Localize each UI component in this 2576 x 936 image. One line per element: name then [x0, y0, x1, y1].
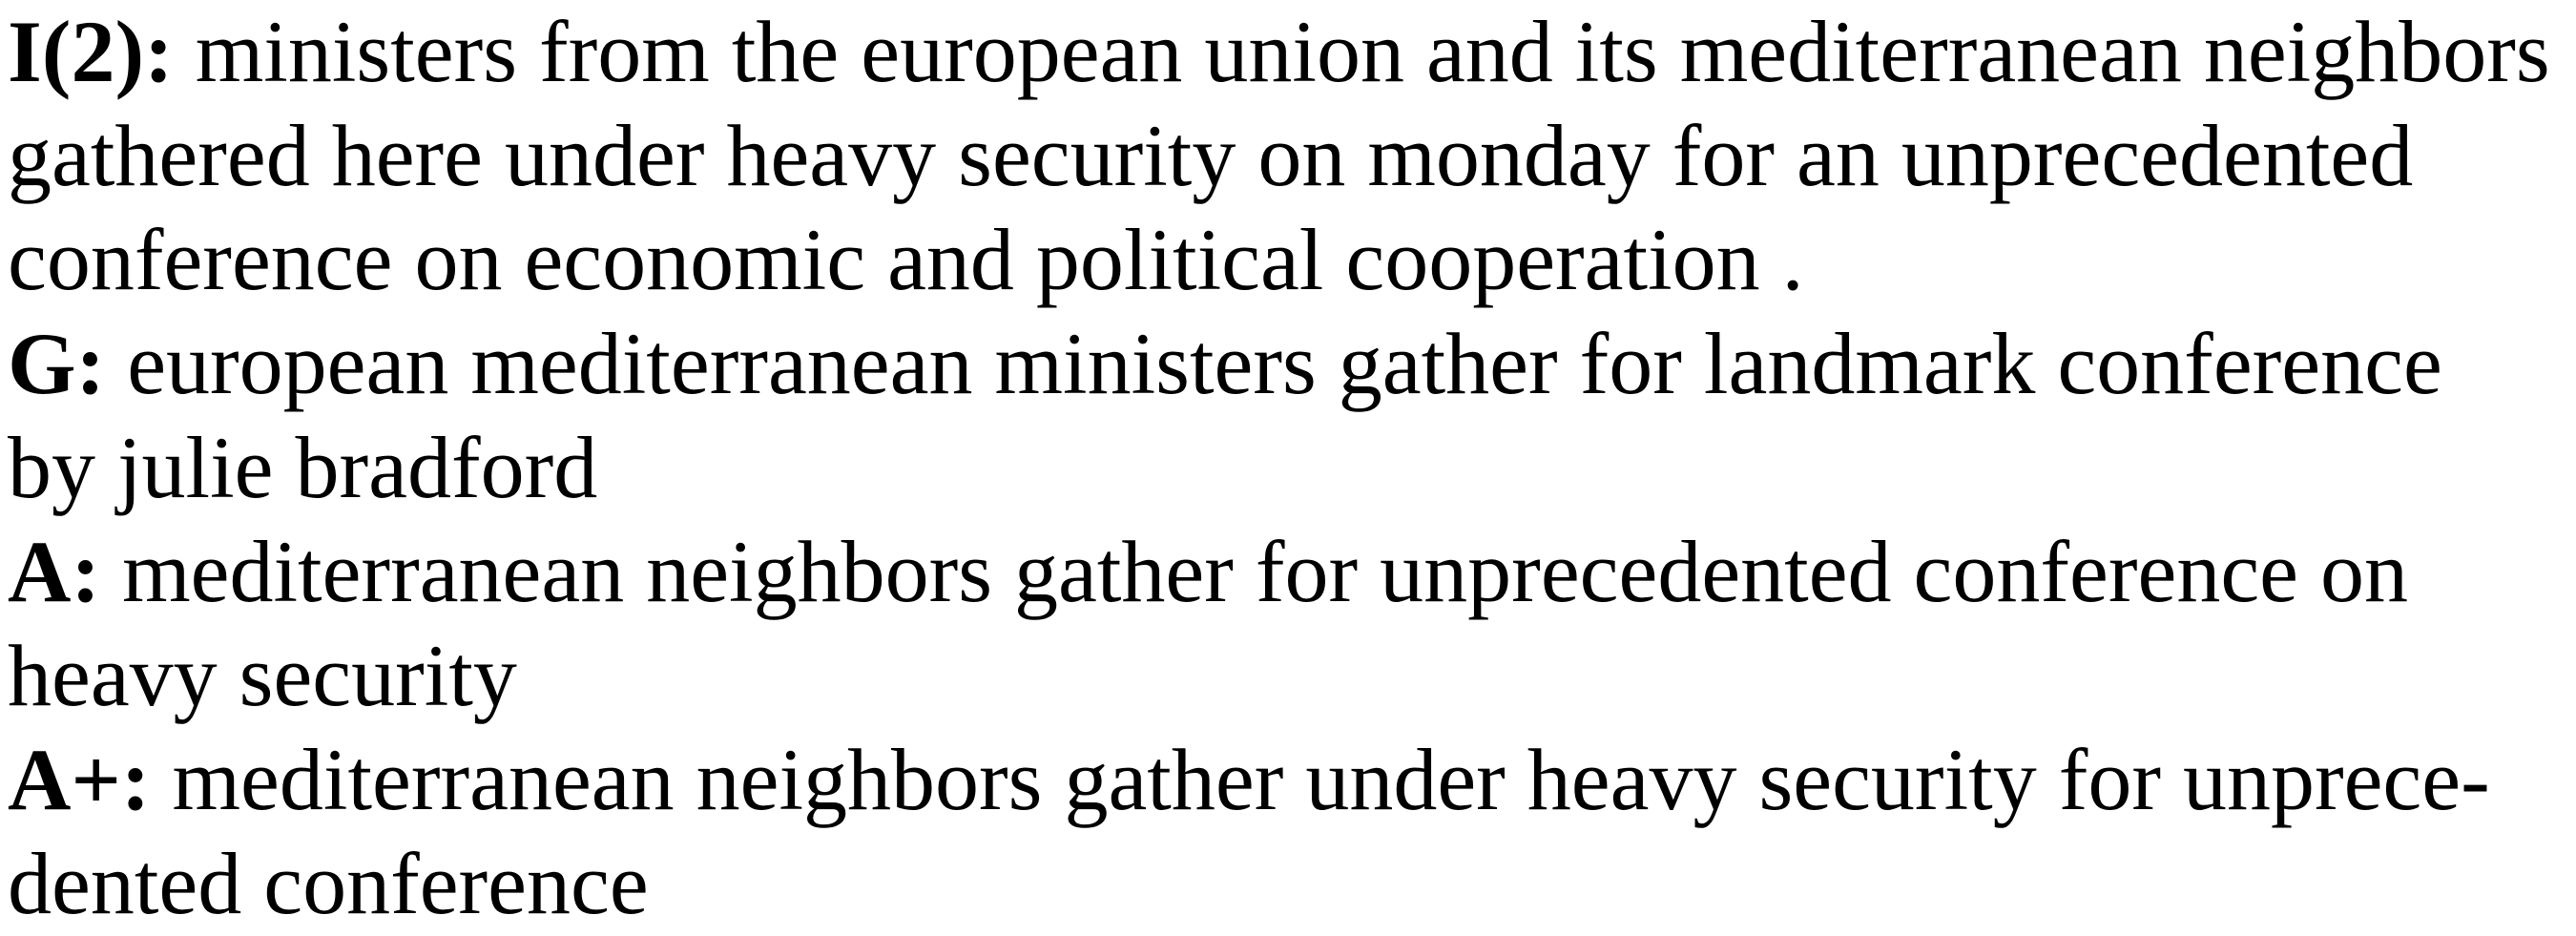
input-entry-line-2: [8, 104, 2574, 208]
a-plus-entry-line-1: [8, 728, 2574, 832]
gold-entry-line-1: [8, 312, 2574, 416]
gold-text-line: european mediterranean ministers gather for landmark conference: [105, 315, 2442, 412]
input-entry-line-3: [8, 208, 2574, 312]
input-entry-line-1: [8, 0, 2574, 104]
input-text-line: conference on economic and political cooperation .: [8, 211, 1804, 308]
a-plus-label: A+:: [8, 731, 151, 828]
a-text-line: heavy security: [8, 627, 517, 724]
input-text-line: gathered here under heavy security on monday for an unprecedented: [8, 107, 2414, 204]
a-entry-line-1: [8, 520, 2574, 624]
a-entry-line-2: [8, 624, 2574, 728]
a-label: A:: [8, 523, 101, 620]
input-label: I(2):: [8, 3, 174, 100]
a-plus-text-line: mediterranean neighbors gather under heavy security for unprece-: [150, 731, 2490, 828]
a-plus-entry-line-2: [8, 832, 2574, 936]
gold-entry-line-2: [8, 416, 2574, 520]
text-block: [8, 0, 2574, 936]
a-plus-text-line: dented conference: [8, 835, 649, 932]
a-text-line: mediterranean neighbors gather for unprecedented conference on: [100, 523, 2408, 620]
gold-text-line: by julie bradford: [8, 419, 598, 516]
input-text-line: ministers from the european union and its mediterranean neighbors: [173, 3, 2550, 100]
gold-label: G:: [8, 315, 106, 412]
